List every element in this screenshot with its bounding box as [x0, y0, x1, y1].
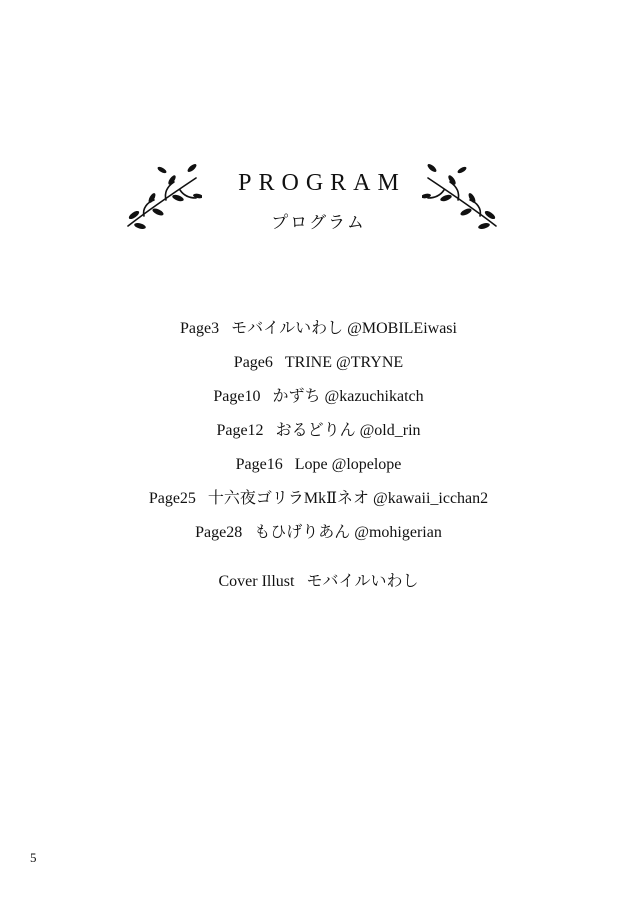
program-page-ref: Page6: [233, 354, 273, 371]
program-page-ref: Page3: [180, 320, 220, 337]
program-entry: かずち @kazuchikatch: [272, 388, 424, 405]
program-item: [0, 349, 637, 383]
cover-credit: [0, 568, 637, 596]
program-list: [0, 315, 637, 553]
program-entry: もひげりあん @mohigerian: [254, 524, 442, 541]
program-header: [0, 160, 637, 240]
program-entry: 十六夜ゴリラMkⅡネオ @kawaii_icchan2: [207, 490, 489, 507]
program-page-ref: Page16: [235, 456, 283, 473]
program-item: [0, 485, 637, 519]
cover-artist: モバイルいわし: [306, 573, 419, 590]
program-page-ref: Page25: [148, 490, 196, 507]
page-title: PROGRAM: [238, 170, 406, 196]
page-number: 5: [30, 850, 37, 865]
page-subtitle: プログラム: [271, 213, 366, 232]
program-page-ref: Page28: [195, 524, 243, 541]
program-item: [0, 417, 637, 451]
program-item: [0, 519, 637, 553]
program-item: [0, 315, 637, 349]
program-entry: モバイルいわし @MOBILEiwasi: [231, 320, 457, 337]
cover-label: Cover Illust: [218, 573, 295, 590]
program-entry: Lope @lopelope: [294, 456, 402, 473]
program-entry: おるどりん @old_rin: [275, 422, 421, 439]
program-item: [0, 451, 637, 485]
program-page-ref: Page10: [213, 388, 261, 405]
laurel-branch-icon: [422, 160, 502, 232]
program-page-ref: Page12: [216, 422, 264, 439]
program-item: [0, 383, 637, 417]
program-entry: TRINE @TRYNE: [284, 354, 404, 371]
